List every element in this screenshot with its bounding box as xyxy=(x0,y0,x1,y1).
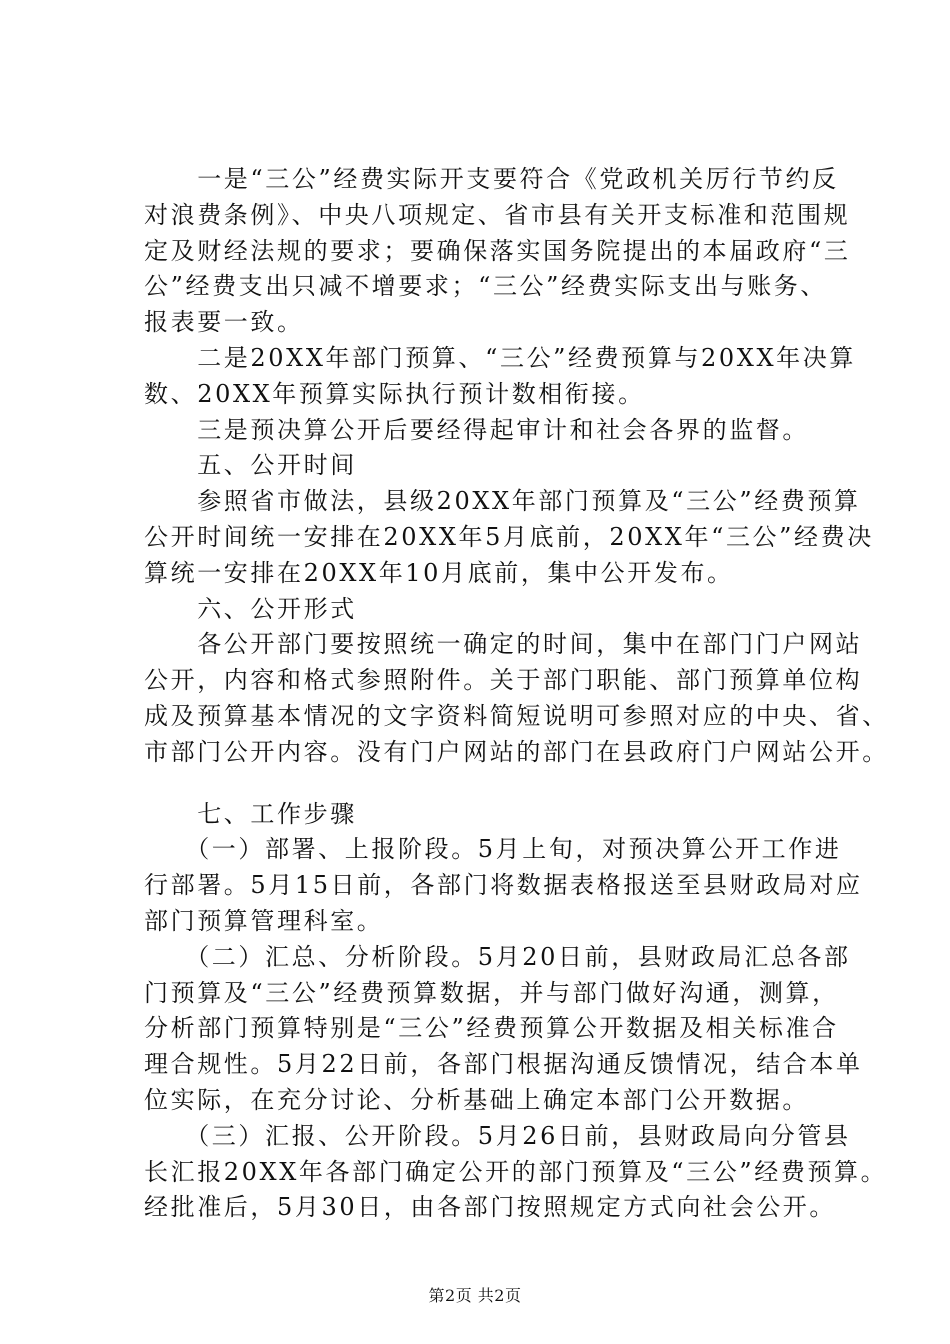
section-heading-publish-time xyxy=(144,448,844,484)
text-line: 公”经费支出只减不增要求；“三公”经费实际支出与账务、 xyxy=(144,272,828,301)
text-line: 七、工作步骤 xyxy=(144,799,357,828)
paragraph-item-2-budget-link xyxy=(144,341,856,413)
paragraph-spacer xyxy=(144,771,844,797)
paragraph-item-3-supervision xyxy=(144,413,844,449)
text-line: 市部门公开内容。没有门户网站的部门在县政府门户网站公开。 xyxy=(144,737,889,766)
paragraph-step-2-summarize xyxy=(144,940,863,1119)
text-line: 各公开部门要按照统一确定的时间，集中在部门门户网站 xyxy=(144,630,863,659)
text-line: 公开时间统一安排在20XX年5月底前，20XX年“三公”经费决 xyxy=(144,522,874,551)
text-line: （二）汇总、分析阶段。5月20日前，县财政局汇总各部 xyxy=(144,942,851,971)
text-line: 五、公开时间 xyxy=(144,451,357,480)
text-line: 成及预算基本情况的文字资料简短说明可参照对应的中央、省、 xyxy=(144,701,889,730)
paragraph-step-3-report-publish xyxy=(144,1119,888,1226)
text-line: （三）汇报、公开阶段。5月26日前，县财政局向分管县 xyxy=(144,1121,851,1150)
text-line: 行部署。5月15日前，各部门将数据表格报送至县财政局对应 xyxy=(144,871,863,900)
text-line: 二是20XX年部门预算、“三公”经费预算与20XX年决算 xyxy=(144,343,856,372)
text-line: 数、20XX年预算实际执行预计数相衔接。 xyxy=(144,379,645,408)
text-line: 门预算及“三公”经费预算数据，并与部门做好沟通，测算， xyxy=(144,978,839,1007)
paragraph-publish-form xyxy=(144,627,889,770)
text-line: 六、公开形式 xyxy=(144,594,357,623)
paragraph-publish-time xyxy=(144,484,874,591)
section-heading-work-steps xyxy=(144,797,844,833)
text-line: 公开，内容和格式参照附件。关于部门职能、部门预算单位构 xyxy=(144,666,863,695)
text-line: 参照省市做法，县级20XX年部门预算及“三公”经费预算 xyxy=(144,487,861,516)
text-line: 经批准后，5月30日，由各部门按照规定方式向社会公开。 xyxy=(144,1193,837,1222)
text-line: 理合规性。5月22日前，各部门根据沟通反馈情况，结合本单 xyxy=(144,1050,863,1079)
text-line: 长汇报20XX年各部门确定公开的部门预算及“三公”经费预算。 xyxy=(144,1157,888,1186)
text-line: 三是预决算公开后要经得起审计和社会各界的监督。 xyxy=(144,415,809,444)
section-heading-publish-form xyxy=(144,592,844,628)
text-line: 部门预算管理科室。 xyxy=(144,906,384,935)
paragraph-step-1-deploy xyxy=(144,832,863,939)
text-line: 分析部门预算特别是“三公”经费预算公开数据及相关标准合 xyxy=(144,1014,839,1043)
text-line: 定及财经法规的要求；要确保落实国务院提出的本届政府“三 xyxy=(144,236,851,265)
text-line: （一）部署、上报阶段。5月上旬，对预决算公开工作进 xyxy=(144,835,842,864)
text-line: 位实际，在充分讨论、分析基础上确定本部门公开数据。 xyxy=(144,1085,809,1114)
page-number-footer: 第2页 共2页 xyxy=(428,1286,522,1305)
text-line: 对浪费条例》、中央八项规定、省市县有关开支标准和范围规 xyxy=(144,200,851,229)
text-line: 算统一安排在20XX年10月底前，集中公开发布。 xyxy=(144,558,734,587)
paragraph-item-1-three-public-expenses xyxy=(144,162,851,341)
text-line: 一是“三公”经费实际开支要符合《党政机关厉行节约反 xyxy=(144,165,839,193)
text-line: 报表要一致。 xyxy=(144,308,304,337)
document-body xyxy=(144,162,889,1226)
